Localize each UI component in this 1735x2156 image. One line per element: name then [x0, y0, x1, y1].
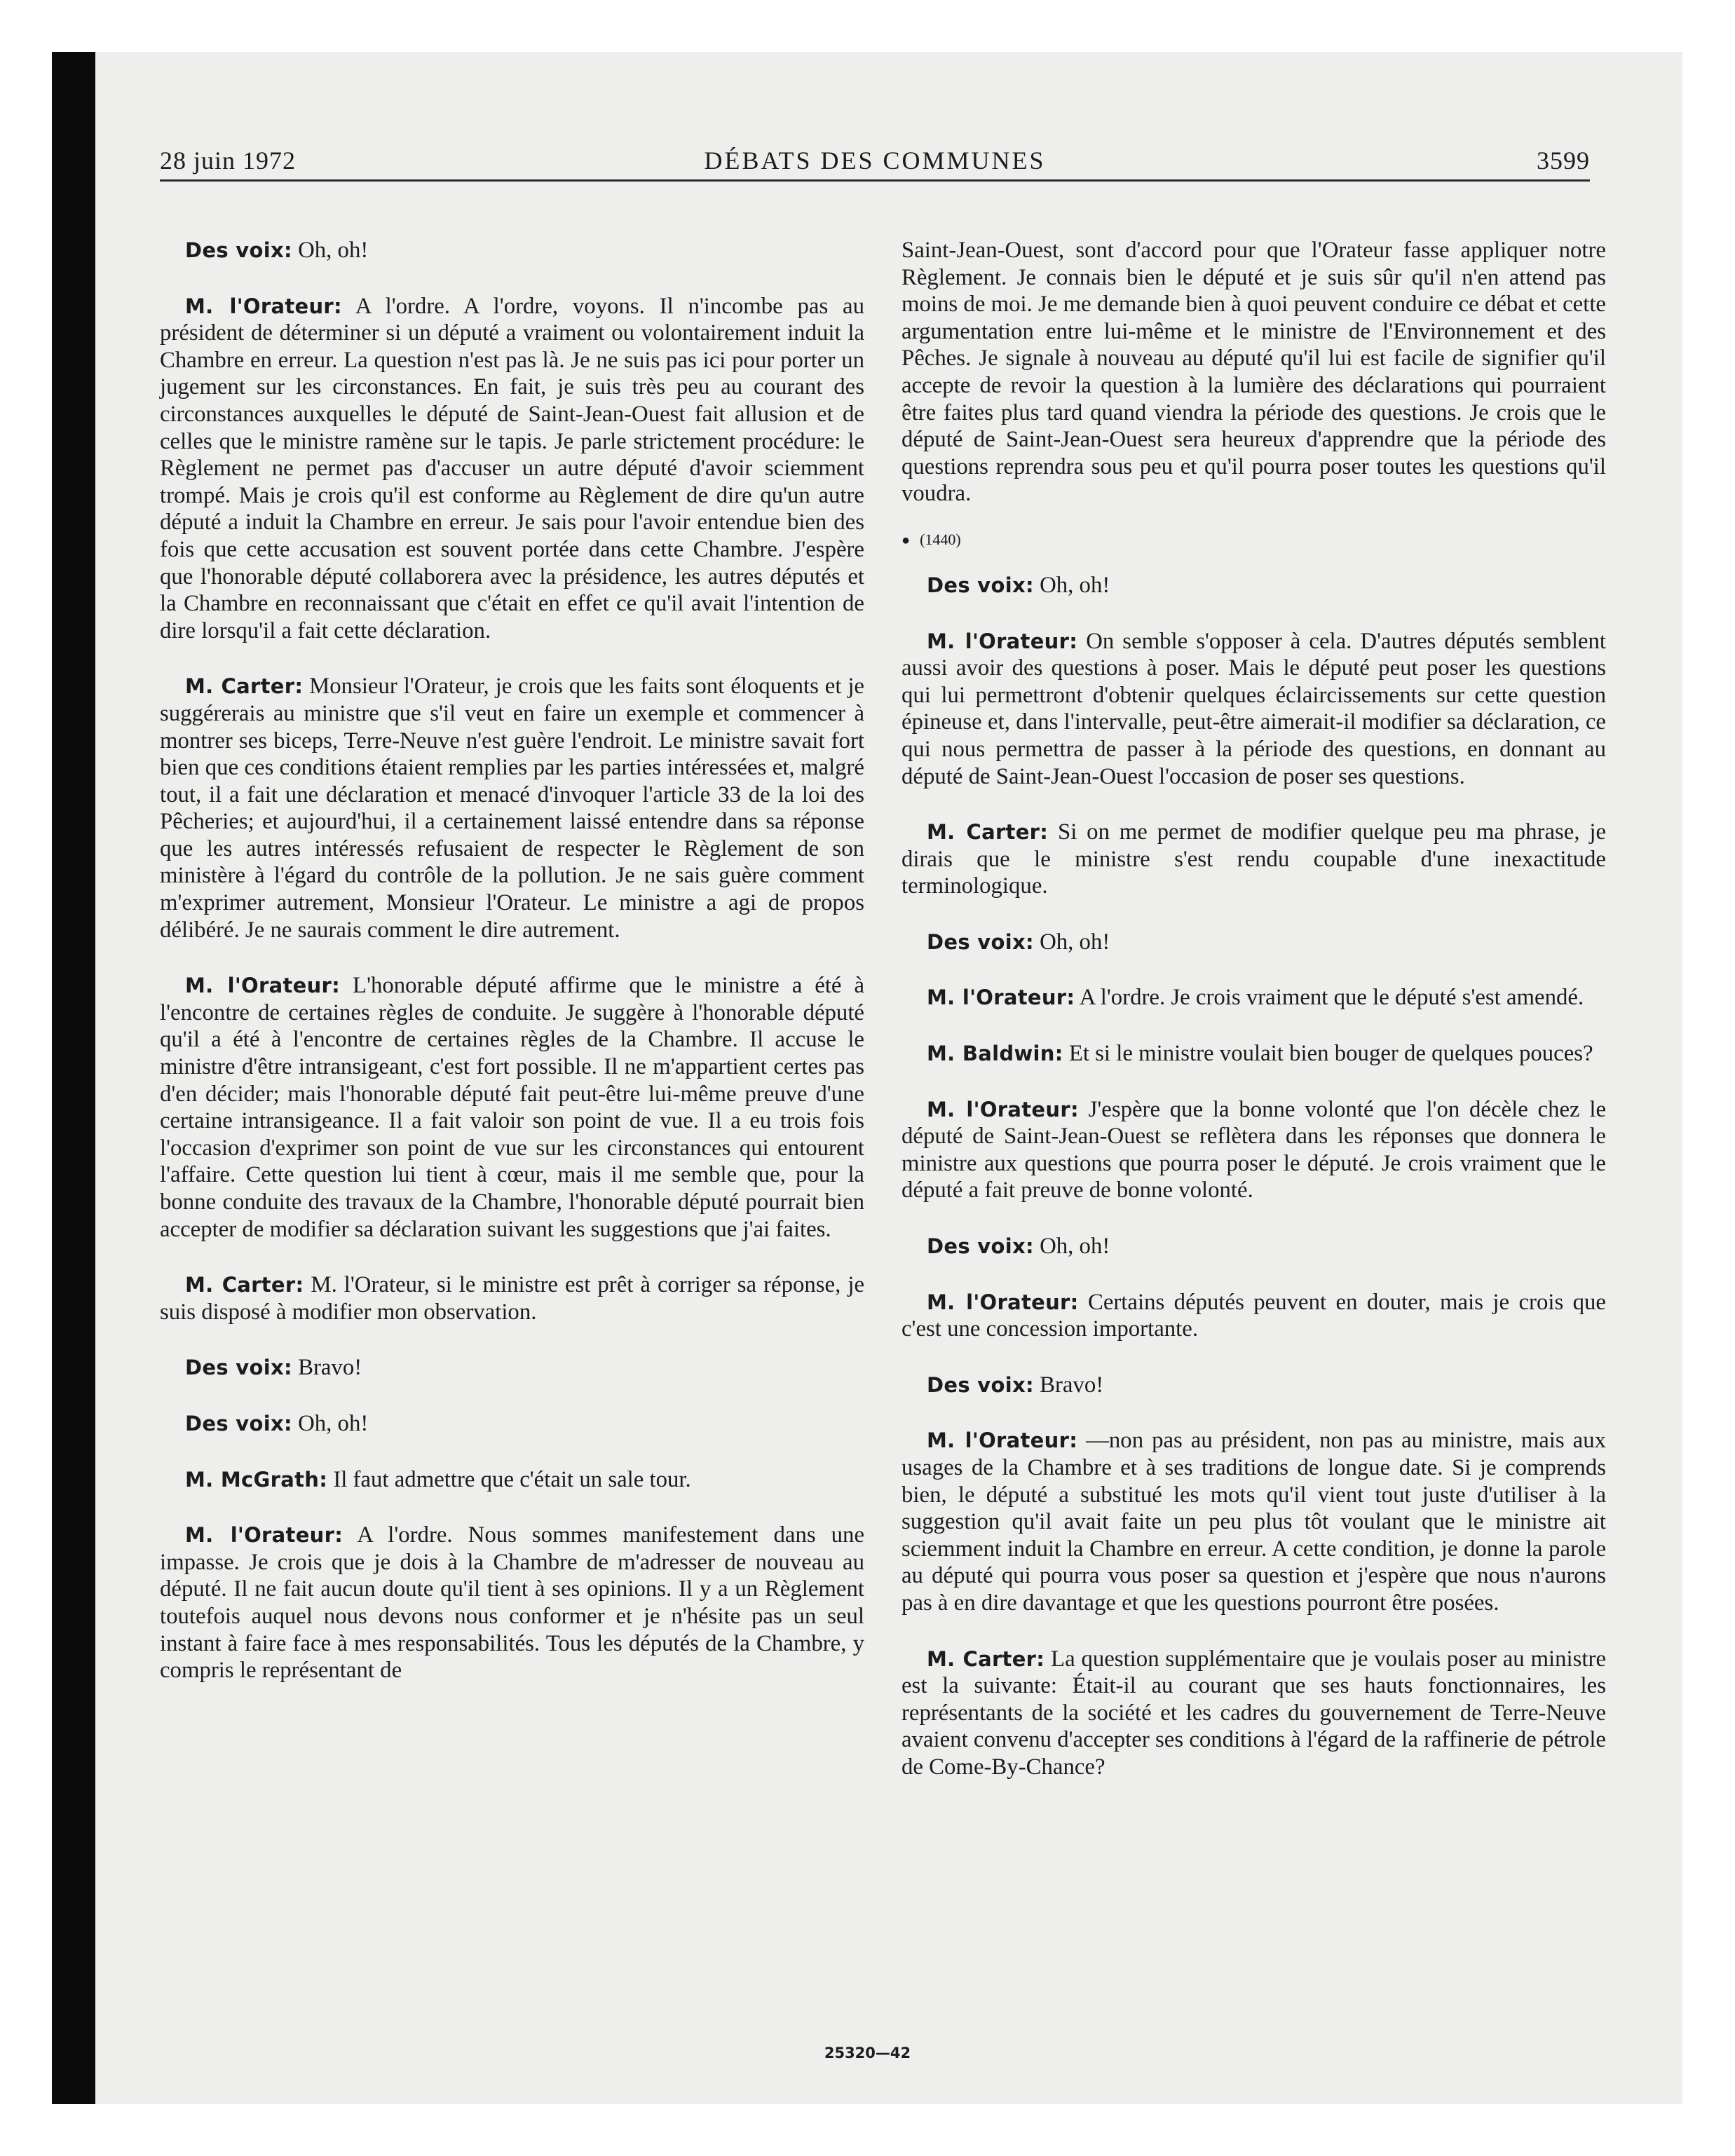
- speech-text: Oh, oh!: [1040, 572, 1110, 598]
- paragraph: [901, 1427, 1606, 1616]
- paragraph: [901, 1646, 1606, 1781]
- speaker-name: M. l'Orateur:: [927, 1428, 1078, 1453]
- paragraph: [901, 1289, 1606, 1343]
- time-marker-text: (1440): [920, 530, 961, 548]
- left-column: [160, 237, 864, 1713]
- paragraph: [160, 972, 864, 1243]
- speech-text: Bravo!: [298, 1355, 362, 1381]
- paragraph: [160, 1354, 864, 1381]
- speech-text: Il faut admettre que c'était un sale tour.: [333, 1466, 691, 1492]
- speech-text: Bravo!: [1040, 1372, 1104, 1398]
- paragraph: [160, 1410, 864, 1438]
- speaker-name: M. l'Orateur:: [927, 1290, 1079, 1314]
- speaker-name: M. McGrath:: [185, 1467, 328, 1492]
- speaker-name: Des voix:: [927, 1234, 1034, 1259]
- speech-text: A l'ordre. Je crois vraiment que le député s'est amendé.: [1079, 985, 1584, 1011]
- speech-text: Certains députés peuvent en douter, mais je crois que c'est une concession importante.: [901, 1289, 1606, 1342]
- speaker-name: M. Carter:: [185, 674, 304, 699]
- speech-text: M. l'Orateur, si le ministre est prêt à corriger sa réponse, je suis disposé à modifier mon observation.: [160, 1272, 864, 1325]
- speech-text: —non pas au président, non pas au ministre, mais aux usages de la Chambre et à ses traditions de longue date. Si je comprends bien, le député a substitué les mots qu'il vient tout juste d'utiliser à la suggestion qu'il avait faite un peu plus tôt voulant que le ministre ait sciemment induit la Chambre en erreur. A cette condition, je donne la parole au député qui pourra vous poser sa question et j'espère que nous n'aurons pas à en dire davantage et que les questions pourront être posées.: [901, 1428, 1606, 1616]
- speech-text: Et si le ministre voulait bien bouger de quelques pouces?: [1068, 1041, 1593, 1067]
- paragraph: [901, 572, 1606, 599]
- paragraph: [160, 1466, 864, 1494]
- page-header: [160, 144, 1590, 182]
- paragraph: [901, 819, 1606, 900]
- bullet-icon: ●: [901, 532, 911, 548]
- speaker-name: M. Carter:: [185, 1273, 304, 1297]
- speaker-name: Des voix:: [927, 929, 1034, 954]
- paragraph-continuation: Saint-Jean-Ouest, sont d'accord pour que l'Orateur fasse appliquer notre Règlement. Je connais bien le député et je suis sûr qu'il n'en attend pas moins de moi. Je me demande bien à quoi peuvent conduire ce débat et cette argumentation entre lui-même et le ministre de l'Environnement et des Pêches. Je signale à nouveau au député qu'il lui est facile de signifier qu'il accepte de revoir la question à la lumière des déclarations qui pourraient être faites plus tard quand viendra la période des questions. Je crois que le député de Saint-Jean-Ouest sera heureux d'apprendre que la période des questions reprendra sous peu et qu'il pourra poser toutes les questions qu'il voudra.: [901, 238, 1606, 507]
- speech-text: J'espère que la bonne volonté que l'on décèle chez le député de Saint-Jean-Ouest se reflètera dans les réponses que donnera le ministre aux questions que pourra poser le député. Je crois vraiment que le député a fait preuve de bonne volonté.: [901, 1096, 1606, 1203]
- speech-text: On semble s'opposer à cela. D'autres députés semblent aussi avoir des questions à poser. Mais le député peut poser les questions qui lui permettront d'obtenir quelques éclaircissements sur cette question épineuse et, dans l'intervalle, peut-être aimerait-il modifier sa déclaration, ce qui nous permettra de passer à la période des questions, en donnant au député de Saint-Jean-Ouest l'occasion de poser ses questions.: [901, 628, 1606, 789]
- header-title: DÉBATS DES COMMUNES: [704, 146, 1046, 175]
- speech-text: La question supplémentaire que je voulais poser au ministre est la suivante: Était-il au courant que ses hauts fonctionnaires, les représentants de la société et les cadres du gouvernement de Terre-Neuve avaient convenu d'accepter ses conditions à l'égard de la raffinerie de pétrole de Come-By-Chance?: [901, 1646, 1606, 1780]
- speaker-name: M. Carter:: [927, 1646, 1045, 1671]
- speaker-name: M. l'Orateur:: [927, 1097, 1079, 1121]
- right-column: [901, 237, 1606, 1810]
- paragraph: [901, 1096, 1606, 1204]
- speaker-name: M. Carter:: [927, 820, 1049, 845]
- page-footer-code: 25320—42: [824, 2045, 911, 2061]
- paragraph: [160, 293, 864, 645]
- header-date: 28 juin 1972: [160, 146, 297, 175]
- time-marker: [901, 529, 1606, 551]
- paragraph: [901, 1372, 1606, 1399]
- speaker-name: Des voix:: [185, 1356, 292, 1380]
- paragraph: [160, 1271, 864, 1325]
- speaker-name: M. l'Orateur:: [927, 985, 1075, 1010]
- paragraph: [901, 628, 1606, 791]
- speech-text: Oh, oh!: [1040, 929, 1110, 955]
- speaker-name: Des voix:: [927, 1372, 1034, 1397]
- paragraph: [901, 1040, 1606, 1067]
- speech-text: Oh, oh!: [298, 1410, 369, 1436]
- speaker-name: Des voix:: [185, 1411, 292, 1435]
- speaker-name: Des voix:: [185, 238, 292, 262]
- speech-text: A l'ordre. A l'ordre, voyons. Il n'incombe pas au président de déterminer si un député a vraiment ou volontairement induit la Chambre en erreur. La question n'est pas là. Je ne suis pas ici pour porter un jugement sur les circonstances. En fait, je suis très peu au courant des circonstances auxquelles le député de Saint-Jean-Ouest fait allusion et de celles que le ministre ramène sur le tapis. Je parle strictement procédure: le Règlement ne permet pas d'accuser un autre député d'avoir sciemment trompé. Mais je crois qu'il est conforme au Règlement de dire qu'un autre député a induit la Chambre en erreur. Je sais pour l'avoir entendue bien des fois que cette accusation est souvent portée dans cette Chambre. J'espère que l'honorable député collaborera avec la présidence, les autres députés et la Chambre en reconnaissant que c'était en effet ce qu'il avait l'intention de dire lorsqu'il a fait cette déclaration.: [160, 293, 865, 643]
- speech-text: L'honorable député affirme que le ministre a été à l'encontre de certaines règles de conduite. Je suggère à l'honorable député qu'il a été à l'encontre de certaines règles de la Chambre. Il accuse le ministre d'être intransigeant, c'est fort possible. Il ne m'appartient certes pas d'en décider; mais l'honorable député fait peut-être lui-même preuve d'une certaine intransigeance. Il a fait valoir son point de vue. Il a eu trois fois l'occasion d'exprimer son point de vue sur les circonstances qui entourent l'affaire. Cette question lui tient à cœur, mais il me semble que, pour la bonne conduite des travaux de la Chambre, l'honorable député pourrait bien accepter de modifier sa déclaration suivant les suggestions que j'ai faites.: [160, 973, 864, 1242]
- speaker-name: M. l'Orateur:: [185, 974, 341, 998]
- speech-text: Oh, oh!: [298, 238, 369, 263]
- speaker-name: M. Baldwin:: [927, 1042, 1063, 1066]
- paragraph: [160, 1522, 864, 1684]
- speaker-name: M. l'Orateur:: [185, 294, 342, 318]
- speaker-name: M. l'Orateur:: [185, 1523, 343, 1548]
- paragraph: [160, 673, 864, 943]
- speech-text: Si on me permet de modifier quelque peu ma phrase, je dirais que le ministre s'est rendu coupable d'une inexactitude terminologique.: [901, 819, 1607, 899]
- speech-text: Oh, oh!: [1040, 1234, 1110, 1260]
- speech-text: Monsieur l'Orateur, je crois que les faits sont éloquents et je suggérerais au ministre que s'il veut en faire un exemple et commencer à montrer ses biceps, Terre-Neuve n'est guère l'endroit. Le ministre savait fort bien que ces conditions étaient remplies par les parties intéressées et, malgré tout, il a fait une déclaration et menacé d'invoquer l'article 33 de la loi des Pêcheries; et aujourd'hui, il a certainement laissé entendre dans sa réponse que les autres intéressés refusaient de respecter le Règlement de son ministère à l'égard du contrôle de la pollution. Je ne sais guère comment m'exprimer autrement, Monsieur l'Orateur. Le ministre a agi de propos délibéré. Je ne saurais comment le dire autrement.: [160, 674, 864, 943]
- paragraph: [160, 237, 864, 264]
- speaker-name: M. l'Orateur:: [927, 629, 1078, 653]
- header-page-number: 3599: [1537, 146, 1590, 175]
- paragraph: [901, 1233, 1606, 1260]
- paragraph: [901, 984, 1606, 1011]
- speech-text: A l'ordre. Nous sommes manifestement dans une impasse. Je crois que je dois à la Chambre de m'adresser de nouveau au député. Il ne fait aucun doute qu'il tient à ses opinions. Il y a un Règlement toutefois auquel nous devons nous conformer et je n'hésite pas un seul instant à faire face à mes responsabilités. Tous les députés de la Chambre, y compris le représentant de: [160, 1522, 864, 1684]
- binding-edge: [52, 52, 95, 2104]
- paragraph: [901, 929, 1606, 956]
- speaker-name: Des voix:: [927, 573, 1034, 597]
